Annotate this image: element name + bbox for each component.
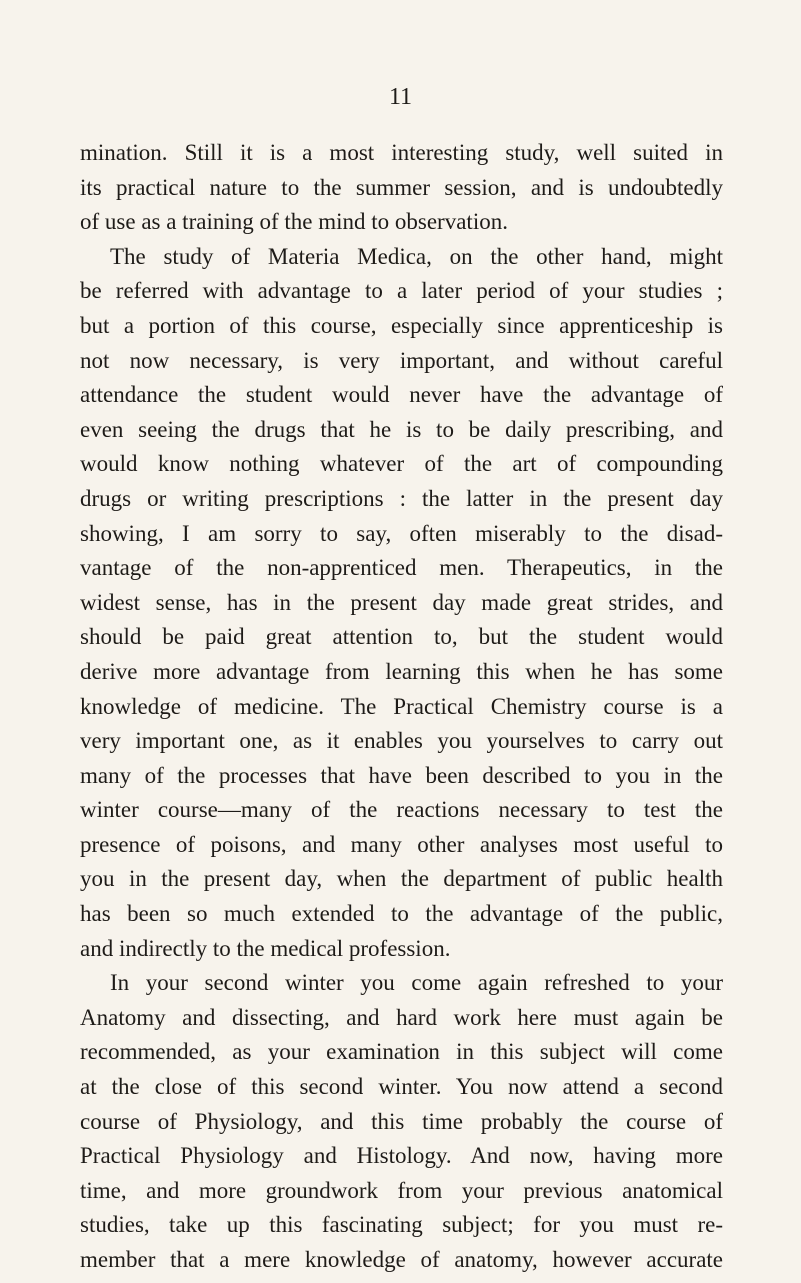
text-line: time, and more groundwork from your previous anatomical <box>80 1177 723 1203</box>
text-line: should be paid great attention to, but the student would <box>80 624 723 650</box>
text-line: mination. Still it is a most interesting study, well suited in <box>80 140 723 165</box>
text-line: derive more advantage from learning this when he has some <box>80 658 723 684</box>
text-line: at the close of this second winter. You now attend a second <box>80 1074 723 1100</box>
text-line: drugs or writing prescriptions : the latter in the present day <box>80 485 723 511</box>
text-line: In your second winter you come again refreshed to your <box>110 970 723 996</box>
text-line: Practical Physiology and Histology. And now, having more <box>80 1143 723 1169</box>
text-line: The study of Materia Medica, on the other hand, might <box>110 243 723 269</box>
text-line: recommended, as your examination in this subject will come <box>80 1039 723 1065</box>
text-line: vantage of the non-apprenticed men. Therapeutics, in the <box>80 555 723 581</box>
text-line: knowledge of medicine. The Practical Chemistry course is a <box>80 693 723 719</box>
text-line: be referred with advantage to a later period of your studies ; <box>80 278 723 304</box>
text-line: but a portion of this course, especially since apprenticeship is <box>80 312 723 338</box>
text-line: its practical nature to the summer session, and is undoubtedly <box>80 174 723 200</box>
text-line: Anatomy and dissecting, and hard work here must again be <box>80 1004 723 1030</box>
text-line: of use as a training of the mind to observation. <box>80 209 508 235</box>
text-line: has been so much extended to the advantage of the public, <box>80 901 723 927</box>
page-number: 11 <box>388 84 413 110</box>
text-line: very important one, as it enables you yourselves to carry out <box>80 728 723 754</box>
text-line: studies, take up this fascinating subject; for you must re- <box>80 1212 723 1238</box>
text-line: attendance the student would never have the advantage of <box>80 382 723 408</box>
text-line: widest sense, has in the present day made great strides, and <box>80 589 723 615</box>
text-line: many of the processes that have been described to you in the <box>80 762 723 788</box>
text-line: member that a mere knowledge of anatomy, however accurate <box>80 1247 723 1272</box>
text-line: course of Physiology, and this time probably the course of <box>80 1108 723 1134</box>
body-text <box>80 136 723 1278</box>
text-line: not now necessary, is very important, and without careful <box>80 347 723 373</box>
text-line: winter course—many of the reactions necessary to test the <box>80 797 723 823</box>
text-line: even seeing the drugs that he is to be daily prescribing, and <box>80 416 723 442</box>
text-line: would know nothing whatever of the art of compounding <box>80 451 723 477</box>
text-line: presence of poisons, and many other analyses most useful to <box>80 831 723 857</box>
text-line: and indirectly to the medical profession. <box>80 935 451 961</box>
text-line: showing, I am sorry to say, often miserably to the disad- <box>80 520 723 546</box>
text-line: you in the present day, when the department of public health <box>80 866 723 892</box>
